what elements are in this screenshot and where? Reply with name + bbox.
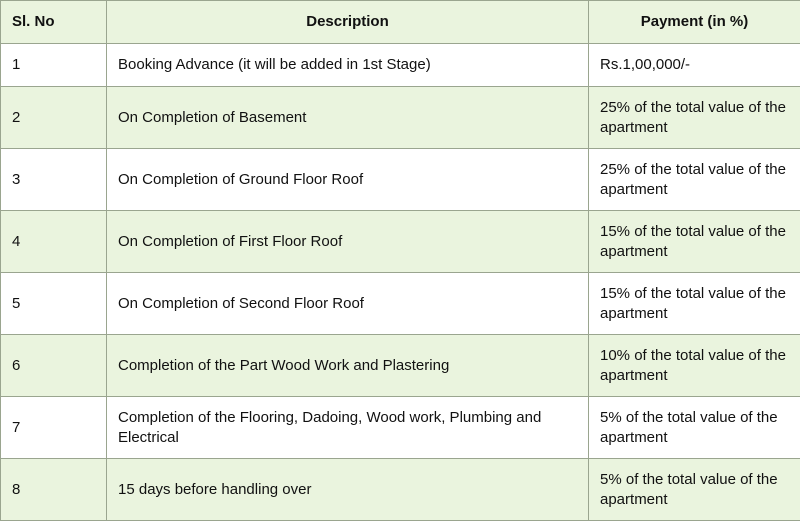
table-row <box>1 87 800 149</box>
table-row <box>1 335 800 397</box>
header-payment: Payment (in %) <box>589 1 800 44</box>
table-row <box>1 273 800 335</box>
row-description: Completion of the Part Wood Work and Plastering <box>107 335 589 397</box>
row-description: On Completion of Second Floor Roof <box>107 273 589 335</box>
header-row <box>1 1 800 44</box>
row-description: Completion of the Flooring, Dadoing, Wood work, Plumbing and Electrical <box>107 397 589 459</box>
row-payment: 15% of the total value of the apartment <box>589 211 800 273</box>
header-description: Description <box>107 1 589 44</box>
header-sl-no: Sl. No <box>1 1 107 44</box>
row-payment: Rs.1,00,000/- <box>589 44 800 87</box>
row-number: 4 <box>1 211 107 273</box>
row-description: On Completion of Ground Floor Roof <box>107 149 589 211</box>
table-row <box>1 44 800 87</box>
row-description: Booking Advance (it will be added in 1st Stage) <box>107 44 589 87</box>
row-description: 15 days before handling over <box>107 459 589 521</box>
row-number: 5 <box>1 273 107 335</box>
table-row <box>1 149 800 211</box>
row-payment: 10% of the total value of the apartment <box>589 335 800 397</box>
row-payment: 15% of the total value of the apartment <box>589 273 800 335</box>
row-payment: 25% of the total value of the apartment <box>589 87 800 149</box>
table-row <box>1 397 800 459</box>
row-number: 2 <box>1 87 107 149</box>
row-description: On Completion of First Floor Roof <box>107 211 589 273</box>
row-number: 6 <box>1 335 107 397</box>
row-number: 7 <box>1 397 107 459</box>
row-number: 3 <box>1 149 107 211</box>
row-description: On Completion of Basement <box>107 87 589 149</box>
row-payment: 5% of the total value of the apartment <box>589 459 800 521</box>
row-payment: 25% of the total value of the apartment <box>589 149 800 211</box>
row-payment: 5% of the total value of the apartment <box>589 397 800 459</box>
table-row <box>1 459 800 521</box>
table-row <box>1 211 800 273</box>
row-number: 1 <box>1 44 107 87</box>
row-number: 8 <box>1 459 107 521</box>
